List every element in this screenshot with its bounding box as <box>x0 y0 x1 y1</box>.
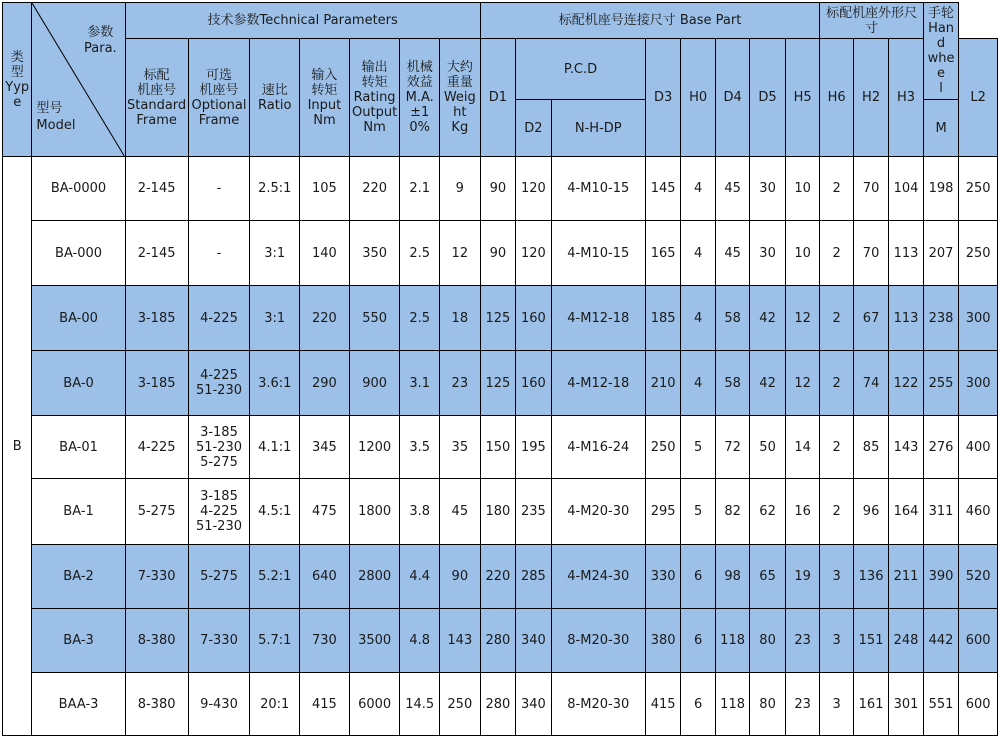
input-cell: 415 <box>300 673 350 736</box>
input-cell: 290 <box>300 351 350 416</box>
l2-cell: 198 <box>923 157 958 221</box>
input-cell: 475 <box>300 479 350 545</box>
opt-frame-header: 可选 机座号 Optional Frame <box>188 39 250 157</box>
model-cell: BA-2 <box>32 545 125 609</box>
h0-cell: 5 <box>681 416 715 479</box>
model-cell: BA-0 <box>32 351 125 416</box>
m-cell: 600 <box>959 609 998 673</box>
nhdp-cell: 8-M20-30 <box>551 673 645 736</box>
d5-cell: 30 <box>750 157 785 221</box>
h5-cell: 12 <box>785 351 820 416</box>
input-cell: 140 <box>300 221 350 286</box>
table-row <box>3 157 998 221</box>
d1-header: D1 <box>480 39 515 157</box>
l2-cell: 442 <box>923 609 958 673</box>
d4-header: D4 <box>715 39 749 157</box>
model-cell: BA-000 <box>32 221 125 286</box>
h5-cell: 19 <box>785 545 820 609</box>
d5-cell: 65 <box>750 545 785 609</box>
nhdp-cell: 8-M20-30 <box>551 609 645 673</box>
output-cell: 220 <box>349 157 400 221</box>
l2-cell: 276 <box>923 416 958 479</box>
h3-cell: 164 <box>889 479 924 545</box>
h0-cell: 4 <box>681 286 715 351</box>
d2-cell: 160 <box>516 351 551 416</box>
ma-cell: 4.8 <box>400 609 440 673</box>
m-cell: 520 <box>959 545 998 609</box>
table-row <box>3 609 998 673</box>
ma-cell: 3.5 <box>400 416 440 479</box>
h2-cell: 70 <box>853 221 888 286</box>
model-label: 型号 Model <box>36 101 76 133</box>
m-cell: 300 <box>959 286 998 351</box>
nhdp-cell: 4-M20-30 <box>551 479 645 545</box>
table-row <box>3 221 998 286</box>
d2-header: D2 <box>516 100 551 157</box>
model-cell: BA-00 <box>32 286 125 351</box>
d4-cell: 58 <box>715 286 749 351</box>
model-cell: BAA-3 <box>32 673 125 736</box>
d4-cell: 45 <box>715 221 749 286</box>
weight-cell: 45 <box>440 479 481 545</box>
output-cell: 1800 <box>349 479 400 545</box>
h3-cell: 104 <box>889 157 924 221</box>
output-cell: 2800 <box>349 545 400 609</box>
d5-cell: 42 <box>750 351 785 416</box>
nhdp-cell: 4-M10-15 <box>551 221 645 286</box>
h2-cell: 74 <box>853 351 888 416</box>
h6-header: H6 <box>820 39 853 157</box>
std-frame-cell: 4-225 <box>125 416 188 479</box>
output-cell: 1200 <box>349 416 400 479</box>
weight-cell: 12 <box>440 221 481 286</box>
input-cell: 640 <box>300 545 350 609</box>
output-cell: 550 <box>349 286 400 351</box>
ratio-cell: 4.1:1 <box>250 416 300 479</box>
std-frame-cell: 2-145 <box>125 221 188 286</box>
d2-cell: 195 <box>516 416 551 479</box>
h2-cell: 85 <box>853 416 888 479</box>
m-cell: 250 <box>959 157 998 221</box>
h6-cell: 3 <box>820 673 853 736</box>
h6-cell: 2 <box>820 221 853 286</box>
h2-cell: 136 <box>853 545 888 609</box>
input-header: 输入 转矩 Input Nm <box>300 39 350 157</box>
d3-cell: 210 <box>645 351 680 416</box>
opt-frame-cell: 5-275 <box>188 545 250 609</box>
h6-cell: 2 <box>820 157 853 221</box>
d1-cell: 220 <box>480 545 515 609</box>
nhdp-cell: 4-M12-18 <box>551 286 645 351</box>
ratio-cell: 3:1 <box>250 221 300 286</box>
d2-cell: 120 <box>516 221 551 286</box>
weight-cell: 250 <box>440 673 481 736</box>
output-header: 输出 转矩 Rating Output Nm <box>349 39 400 157</box>
ratio-cell: 2.5:1 <box>250 157 300 221</box>
h5-cell: 14 <box>785 416 820 479</box>
ma-cell: 2.5 <box>400 221 440 286</box>
weight-header: 大约 重量 Weig ht Kg <box>440 39 481 157</box>
type-header: 类 型 Yyp e <box>3 3 32 157</box>
opt-frame-cell: 4-225 51-230 <box>188 351 250 416</box>
d3-cell: 185 <box>645 286 680 351</box>
h5-cell: 10 <box>785 157 820 221</box>
h0-header: H0 <box>681 39 715 157</box>
h5-cell: 10 <box>785 221 820 286</box>
opt-frame-cell: 7-330 <box>188 609 250 673</box>
outline-group-header: 标配机座外形尺 寸 <box>820 3 923 39</box>
std-frame-cell: 7-330 <box>125 545 188 609</box>
d4-cell: 72 <box>715 416 749 479</box>
table-row <box>3 545 998 609</box>
h0-cell: 6 <box>681 673 715 736</box>
d2-cell: 120 <box>516 157 551 221</box>
d4-cell: 118 <box>715 609 749 673</box>
h6-cell: 3 <box>820 609 853 673</box>
h0-cell: 4 <box>681 157 715 221</box>
d5-header: D5 <box>750 39 785 157</box>
m-cell: 460 <box>959 479 998 545</box>
l2-cell: 311 <box>923 479 958 545</box>
d2-cell: 235 <box>516 479 551 545</box>
input-cell: 345 <box>300 416 350 479</box>
ratio-cell: 3.6:1 <box>250 351 300 416</box>
d1-cell: 125 <box>480 286 515 351</box>
table-row <box>3 286 998 351</box>
m-cell: 250 <box>959 221 998 286</box>
h5-header: H5 <box>785 39 820 157</box>
d3-header: D3 <box>645 39 680 157</box>
h0-cell: 5 <box>681 479 715 545</box>
table-row <box>3 479 998 545</box>
h6-cell: 2 <box>820 286 853 351</box>
ratio-cell: 5.2:1 <box>250 545 300 609</box>
nhdp-cell: 4-M24-30 <box>551 545 645 609</box>
weight-cell: 9 <box>440 157 481 221</box>
d1-cell: 150 <box>480 416 515 479</box>
h6-cell: 3 <box>820 545 853 609</box>
h5-cell: 23 <box>785 609 820 673</box>
h5-cell: 23 <box>785 673 820 736</box>
d3-cell: 145 <box>645 157 680 221</box>
h3-cell: 143 <box>889 416 924 479</box>
tech-group-header: 技术参数Technical Parameters <box>125 3 480 39</box>
h2-cell: 67 <box>853 286 888 351</box>
d4-cell: 98 <box>715 545 749 609</box>
h3-cell: 301 <box>889 673 924 736</box>
input-cell: 220 <box>300 286 350 351</box>
h3-cell: 113 <box>889 286 924 351</box>
ratio-header: 速比 Ratio <box>250 39 300 157</box>
std-frame-cell: 8-380 <box>125 609 188 673</box>
d1-cell: 90 <box>480 221 515 286</box>
h5-cell: 12 <box>785 286 820 351</box>
h0-cell: 4 <box>681 351 715 416</box>
h2-cell: 161 <box>853 673 888 736</box>
d5-cell: 42 <box>750 286 785 351</box>
input-cell: 730 <box>300 609 350 673</box>
d4-cell: 58 <box>715 351 749 416</box>
d2-cell: 160 <box>516 286 551 351</box>
nhdp-header: N-H-DP <box>551 100 645 157</box>
ma-cell: 14.5 <box>400 673 440 736</box>
h6-cell: 2 <box>820 479 853 545</box>
opt-frame-cell: 9-430 <box>188 673 250 736</box>
d3-cell: 295 <box>645 479 680 545</box>
table-row <box>3 673 998 736</box>
std-frame-cell: 2-145 <box>125 157 188 221</box>
std-frame-header: 标配 机座号 Standard Frame <box>125 39 188 157</box>
l2-cell: 551 <box>923 673 958 736</box>
nhdp-cell: 4-M12-18 <box>551 351 645 416</box>
h0-cell: 6 <box>681 609 715 673</box>
h3-cell: 211 <box>889 545 924 609</box>
d2-cell: 340 <box>516 673 551 736</box>
output-cell: 6000 <box>349 673 400 736</box>
ma-cell: 4.4 <box>400 545 440 609</box>
h3-cell: 113 <box>889 221 924 286</box>
ratio-cell: 20:1 <box>250 673 300 736</box>
handwheel-header: 手轮 Hand whee l <box>923 3 958 100</box>
d3-cell: 380 <box>645 609 680 673</box>
output-cell: 350 <box>349 221 400 286</box>
std-frame-cell: 8-380 <box>125 673 188 736</box>
h3-cell: 122 <box>889 351 924 416</box>
d1-cell: 90 <box>480 157 515 221</box>
ma-cell: 2.1 <box>400 157 440 221</box>
m-cell: 300 <box>959 351 998 416</box>
d5-cell: 50 <box>750 416 785 479</box>
l2-cell: 238 <box>923 286 958 351</box>
d4-cell: 45 <box>715 157 749 221</box>
output-cell: 3500 <box>349 609 400 673</box>
para-label: 参数 Para. <box>84 25 117 56</box>
opt-frame-cell: 3-185 51-230 5-275 <box>188 416 250 479</box>
h0-cell: 6 <box>681 545 715 609</box>
d1-cell: 280 <box>480 609 515 673</box>
l2-header: L2 <box>959 39 998 157</box>
m-cell: 400 <box>959 416 998 479</box>
weight-cell: 18 <box>440 286 481 351</box>
d1-cell: 180 <box>480 479 515 545</box>
l2-cell: 255 <box>923 351 958 416</box>
d4-cell: 118 <box>715 673 749 736</box>
d2-cell: 285 <box>516 545 551 609</box>
std-frame-cell: 3-185 <box>125 286 188 351</box>
weight-cell: 143 <box>440 609 481 673</box>
d3-cell: 415 <box>645 673 680 736</box>
h5-cell: 16 <box>785 479 820 545</box>
opt-frame-cell: - <box>188 157 250 221</box>
ratio-cell: 4.5:1 <box>250 479 300 545</box>
table-row <box>3 351 998 416</box>
l2-cell: 207 <box>923 221 958 286</box>
opt-frame-cell: - <box>188 221 250 286</box>
m-cell: 600 <box>959 673 998 736</box>
spec-table <box>2 2 998 736</box>
d4-cell: 82 <box>715 479 749 545</box>
weight-cell: 90 <box>440 545 481 609</box>
model-cell: BA-3 <box>32 609 125 673</box>
h3-header: H3 <box>889 39 924 157</box>
opt-frame-cell: 3-185 4-225 51-230 <box>188 479 250 545</box>
table-row <box>3 416 998 479</box>
ma-header: 机械 效益 M.A. ±10% <box>400 39 440 157</box>
d3-cell: 330 <box>645 545 680 609</box>
nhdp-cell: 4-M16-24 <box>551 416 645 479</box>
base-group-header: 标配机座号连接尺寸 Base Part <box>480 3 820 39</box>
d3-cell: 250 <box>645 416 680 479</box>
handwheel-unit-header: M <box>923 100 958 157</box>
input-cell: 105 <box>300 157 350 221</box>
h2-cell: 96 <box>853 479 888 545</box>
d2-cell: 340 <box>516 609 551 673</box>
h6-cell: 2 <box>820 416 853 479</box>
opt-frame-cell: 4-225 <box>188 286 250 351</box>
pcd-header: P.C.D <box>516 39 646 100</box>
std-frame-cell: 3-185 <box>125 351 188 416</box>
weight-cell: 35 <box>440 416 481 479</box>
h6-cell: 2 <box>820 351 853 416</box>
ratio-cell: 3:1 <box>250 286 300 351</box>
d5-cell: 80 <box>750 609 785 673</box>
weight-cell: 23 <box>440 351 481 416</box>
ratio-cell: 5.7:1 <box>250 609 300 673</box>
h2-cell: 70 <box>853 157 888 221</box>
d3-cell: 165 <box>645 221 680 286</box>
ma-cell: 3.8 <box>400 479 440 545</box>
nhdp-cell: 4-M10-15 <box>551 157 645 221</box>
ma-cell: 2.5 <box>400 286 440 351</box>
output-cell: 900 <box>349 351 400 416</box>
model-cell: BA-01 <box>32 416 125 479</box>
std-frame-cell: 5-275 <box>125 479 188 545</box>
para-model-header <box>32 3 125 157</box>
h2-cell: 151 <box>853 609 888 673</box>
ma-cell: 3.1 <box>400 351 440 416</box>
d1-cell: 125 <box>480 351 515 416</box>
h3-cell: 248 <box>889 609 924 673</box>
type-cell: B <box>3 157 32 736</box>
l2-cell: 390 <box>923 545 958 609</box>
d1-cell: 280 <box>480 673 515 736</box>
h0-cell: 4 <box>681 221 715 286</box>
model-cell: BA-1 <box>32 479 125 545</box>
d5-cell: 30 <box>750 221 785 286</box>
d5-cell: 80 <box>750 673 785 736</box>
d5-cell: 62 <box>750 479 785 545</box>
model-cell: BA-0000 <box>32 157 125 221</box>
h2-header: H2 <box>853 39 888 157</box>
